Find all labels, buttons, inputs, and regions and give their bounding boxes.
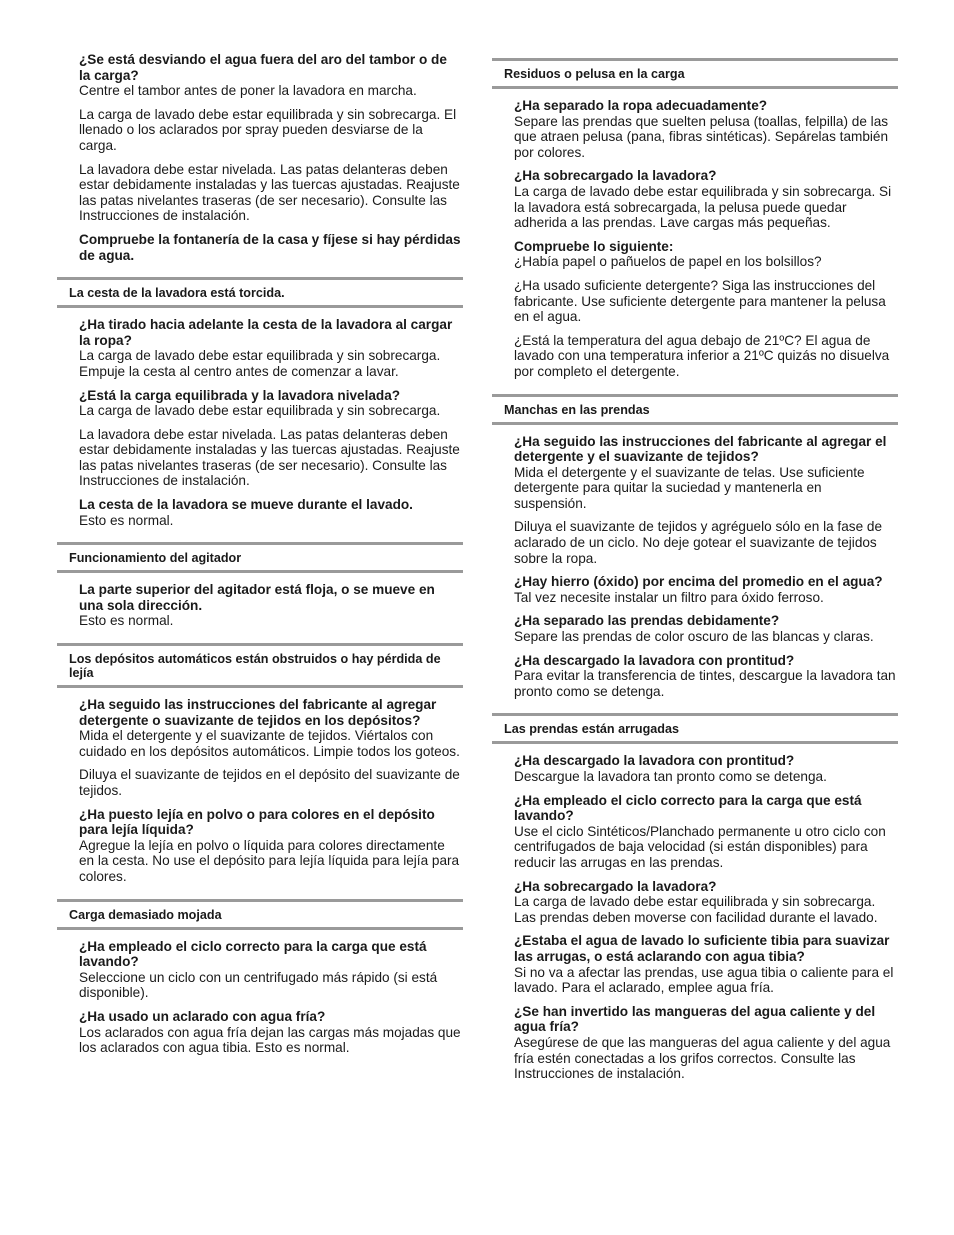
question-heading: ¿Hay hierro (óxido) por encima del promedio en el agua? bbox=[514, 574, 883, 590]
spacer bbox=[79, 799, 461, 807]
spacer bbox=[514, 511, 896, 519]
answer-text: Los aclarados con agua fría dejan las cargas más mojadas que los aclarados con agua tibia. Esto es normal. bbox=[79, 1024, 461, 1056]
section-header: Residuos o pelusa en la carga bbox=[492, 58, 898, 89]
answer-text: Tal vez necesite instalar un filtro para óxido ferroso. bbox=[514, 589, 824, 605]
question-heading: Compruebe lo siguiente: bbox=[514, 238, 674, 254]
section-body bbox=[57, 308, 463, 542]
section-body bbox=[57, 688, 463, 899]
question-heading: ¿Se han invertido las mangueras del agua caliente y del agua fría? bbox=[514, 1003, 876, 1035]
question-heading: ¿Ha descargado la lavadora con prontitud? bbox=[514, 753, 795, 769]
question-heading: ¿Ha seguido las instrucciones del fabricante al agregar detergente o suavizante de tejidos en los depósitos? bbox=[79, 697, 437, 728]
answer-text: Diluya el suavizante de tejidos y agréguelo sólo en la fase de aclarado de un ciclo. No deje gotear el suavizante de tejidos sobre la ropa. bbox=[514, 519, 883, 566]
question-heading: ¿Ha sobrecargado la lavadora? bbox=[514, 168, 717, 184]
spacer bbox=[79, 380, 461, 388]
spacer bbox=[79, 419, 461, 427]
question-heading: ¿Ha seguido las instrucciones del fabricante al agregar el detergente y el suavizante de tejidos? bbox=[514, 433, 887, 465]
answer-text: Separe las prendas que suelten pelusa (toallas, felpilla) de las que atraen pelusa (pana, fibras sintéticas). Sepárelas también por colores. bbox=[514, 113, 889, 160]
spacer bbox=[514, 645, 896, 653]
spacer bbox=[514, 871, 896, 879]
left-sections bbox=[57, 277, 463, 1070]
spacer bbox=[79, 1001, 461, 1009]
section-header: Funcionamiento del agitador bbox=[57, 542, 463, 573]
answer-text: Separe las prendas de color oscuro de las blancas y claras. bbox=[514, 629, 874, 645]
spacer bbox=[79, 759, 461, 767]
spacer bbox=[514, 996, 896, 1004]
spacer bbox=[79, 224, 461, 232]
answer-text: Agregue la lejía en polvo o líquida para colores directamente en la cesta. No use el depósito para lejía líquida para lejía para colores. bbox=[79, 837, 460, 884]
answer-text: La carga de lavado debe estar equilibrada y sin sobrecarga. Las prendas deben moverse con facilidad durante el lavado. bbox=[514, 894, 878, 925]
answer-text: Mida el detergente y el suavizante de tejidos. Viértalos con cuidado en los depósitos automáticos. Limpie todos los goteos. bbox=[79, 728, 460, 759]
question-heading: ¿Ha separado la ropa adecuadamente? bbox=[514, 98, 768, 113]
spacer bbox=[514, 566, 896, 574]
question-heading: ¿Ha separado las prendas debidamente? bbox=[514, 613, 780, 629]
question-heading: ¿Se está desviando el agua fuera del aro del tambor o de la carga? bbox=[79, 52, 447, 83]
answer-text: La carga de lavado debe estar equilibrada y sin sobrecarga. bbox=[79, 403, 441, 419]
spacer bbox=[514, 325, 896, 333]
answer-text: ¿Había papel o pañuelos de papel en los bolsillos? bbox=[514, 254, 822, 270]
section-header: Los depósitos automáticos están obstruidos o hay pérdida de lejía bbox=[57, 643, 463, 688]
right-column bbox=[492, 52, 898, 1096]
answer-text: Diluya el suavizante de tejidos en el depósito del suavizante de tejidos. bbox=[79, 767, 460, 798]
answer-text: Mida el detergente y el suavizante de telas. Use suficiente detergente para quitar la suciedad y mantenerla en suspensión. bbox=[514, 464, 865, 511]
answer-text: Seleccione un ciclo con un centrifugado más rápido (si está disponible). bbox=[79, 969, 438, 1001]
section-header: Las prendas están arrugadas bbox=[492, 713, 898, 744]
question-heading: ¿Estaba el agua de lavado lo suficiente tibia para suavizar las arrugas, o está aclarando con agua tibia? bbox=[514, 933, 890, 964]
question-heading: ¿Ha descargado la lavadora con prontitud? bbox=[514, 652, 795, 668]
answer-text: La carga de lavado debe estar equilibrada y sin sobrecarga. Si la lavadora está sobrecargada, la pelusa puede quedar adherida a las prendas. Lave cargas más pequeñas. bbox=[514, 183, 892, 231]
answer-text: Esto es normal. bbox=[79, 613, 174, 629]
question-heading: ¿Está la carga equilibrada y la lavadora nivelada? bbox=[79, 387, 401, 403]
spacer bbox=[514, 925, 896, 933]
spacer bbox=[79, 489, 461, 497]
answer-text: Descargue la lavadora tan pronto como se detenga. bbox=[514, 769, 827, 784]
answer-text: ¿Ha usado suficiente detergente? Siga las instrucciones del fabricante. Use suficiente detergente para mantener la pelusa en el agua. bbox=[514, 277, 886, 325]
answer-text: Si no va a afectar las prendas, use agua tibia o caliente para el lavado. Para el aclarado, emplee agua fría. bbox=[514, 964, 894, 996]
question-heading: ¿Ha usado un aclarado con agua fría? bbox=[79, 1008, 326, 1024]
answer-text: La carga de lavado debe estar equilibrada y sin sobrecarga. El llenado o los aclarados por spray pueden desviarse de la carga. bbox=[79, 106, 457, 153]
spacer bbox=[514, 270, 896, 278]
answer-text: La lavadora debe estar nivelada. Las patas delanteras deben estar debidamente instaladas y las tuercas ajustadas. Reajuste las patas nivelantes traseras (de ser necesario). Consulte las Instrucciones de instalación. bbox=[79, 161, 460, 224]
spacer bbox=[514, 605, 896, 613]
question-heading: La cesta de la lavadora se mueve durante el lavado. bbox=[79, 497, 413, 513]
spacer bbox=[79, 99, 461, 107]
intro-block bbox=[57, 52, 463, 277]
section-header: La cesta de la lavadora está torcida. bbox=[57, 277, 463, 308]
question-heading: ¿Ha tirado hacia adelante la cesta de la lavadora al cargar la ropa? bbox=[79, 317, 453, 348]
answer-text: La lavadora debe estar nivelada. Las patas delanteras deben estar debidamente instaladas y las tuercas ajustadas. Reajuste las patas nivelantes traseras (de ser necesario). Consulte las Instrucciones de instalación. bbox=[79, 426, 460, 489]
answer-text: Use el ciclo Sintéticos/Planchado permanente u otro ciclo con centrifugados de baja velocidad (si están disponibles) para reducir las arrugas en las prendas. bbox=[514, 823, 886, 870]
section-body bbox=[57, 930, 463, 1070]
section-body bbox=[492, 425, 898, 714]
left-column bbox=[57, 52, 463, 1070]
answer-text: Esto es normal. bbox=[79, 512, 174, 528]
question-heading: ¿Ha empleado el ciclo correcto para la carga que está lavando? bbox=[79, 938, 427, 970]
answer-text: Para evitar la transferencia de tintes, descargue la lavadora tan pronto como se detenga. bbox=[514, 668, 896, 699]
spacer bbox=[79, 154, 461, 162]
section-body bbox=[492, 744, 898, 1095]
answer-text: Centre el tambor antes de poner la lavadora en marcha. bbox=[79, 83, 417, 99]
question-heading: Compruebe la fontanería de la casa y fíjese si hay pérdidas de agua. bbox=[79, 231, 461, 263]
question-heading: ¿Ha puesto lejía en polvo o para colores en el depósito para lejía líquida? bbox=[79, 806, 435, 838]
section-body bbox=[57, 573, 463, 643]
section-body bbox=[492, 89, 898, 394]
answer-text: Asegúrese de que las mangueras del agua caliente y del agua fría estén conectadas a los grifos correctos. Consulte las Instrucciones de instalación. bbox=[514, 1034, 891, 1082]
answer-text: La carga de lavado debe estar equilibrada y sin sobrecarga. Empuje la cesta al centro antes de comenzar a lavar. bbox=[79, 348, 441, 379]
right-sections bbox=[492, 58, 898, 1096]
spacer bbox=[514, 160, 896, 168]
answer-text: ¿Está la temperatura del agua debajo de 21ºC? El agua de lavado con una temperatura inferior a 21ºC quizás no disuelva por completo el detergente. bbox=[514, 332, 890, 379]
question-heading: ¿Ha empleado el ciclo correcto para la carga que está lavando? bbox=[514, 792, 862, 824]
question-heading: ¿Ha sobrecargado la lavadora? bbox=[514, 878, 717, 894]
section-header: Carga demasiado mojada bbox=[57, 899, 463, 930]
spacer bbox=[514, 231, 896, 239]
question-heading: La parte superior del agitador está floja, o se mueve en una sola dirección. bbox=[79, 582, 435, 613]
section-header: Manchas en las prendas bbox=[492, 394, 898, 425]
spacer bbox=[514, 785, 896, 793]
